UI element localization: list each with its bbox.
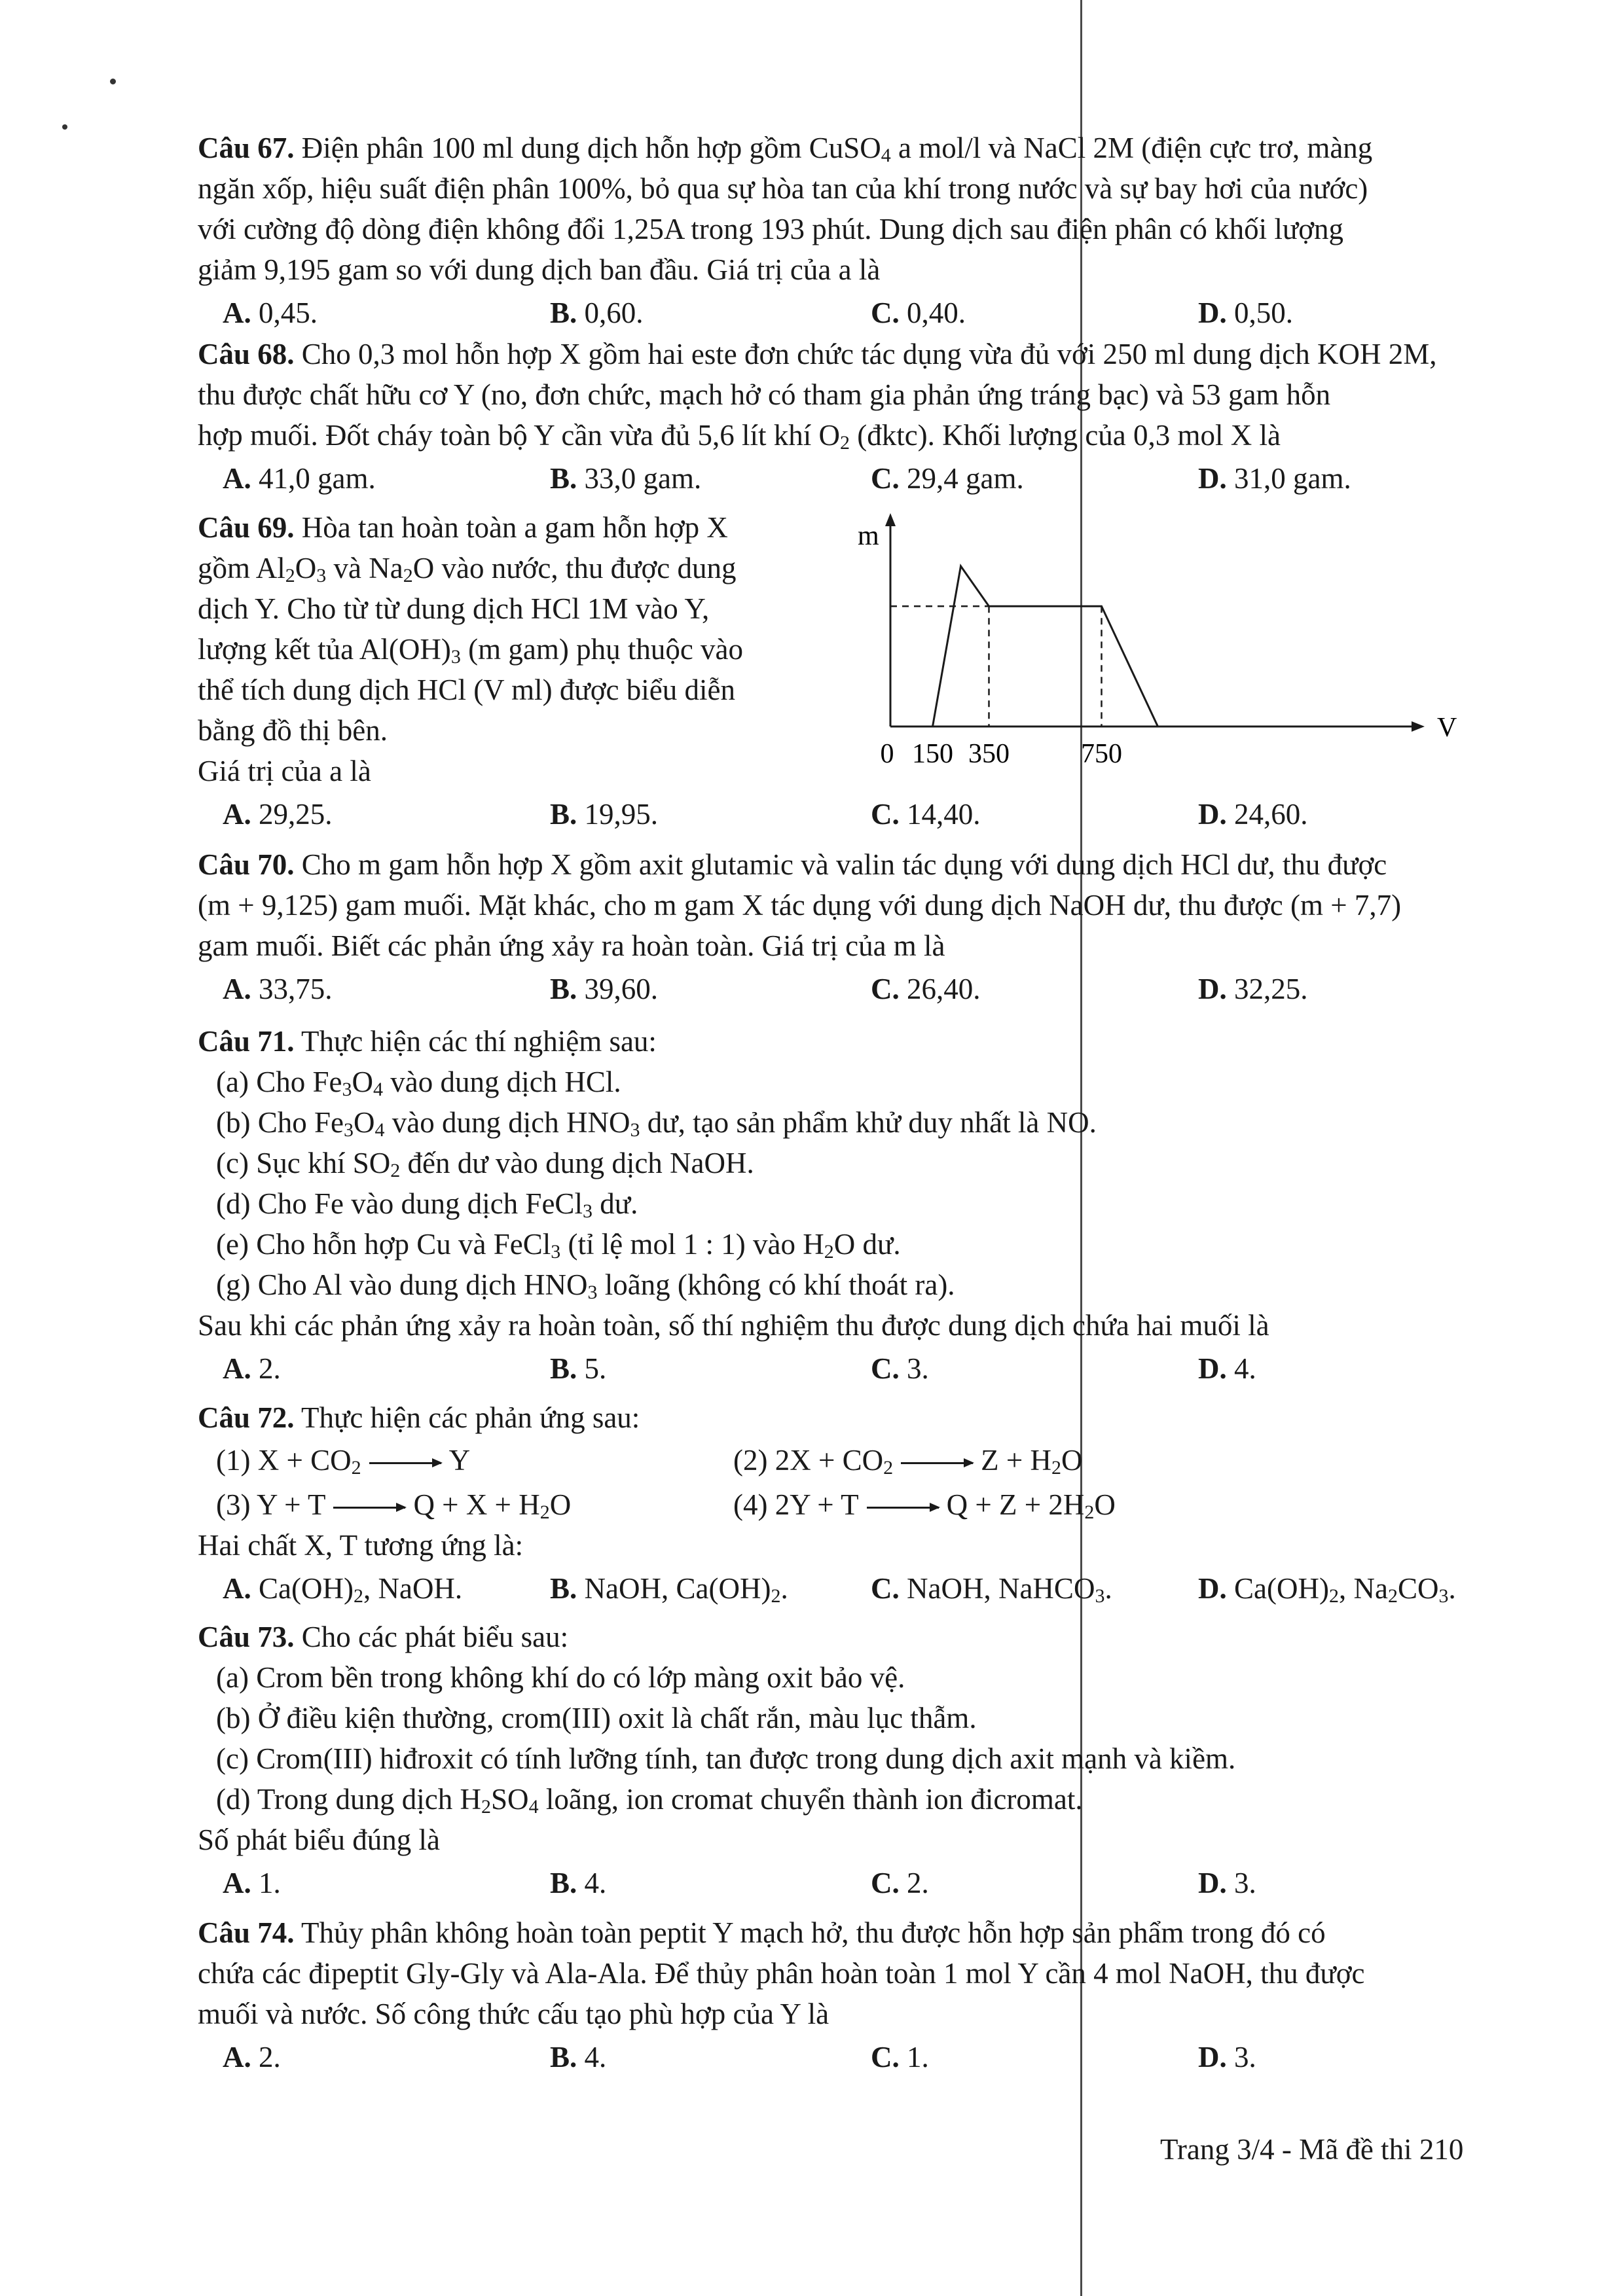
q72-reaction-3: (3) Y + T $Q + X + H_2O$ [216,1488,572,1523]
q73-option-c: C. 2. [871,1867,929,1899]
q69-line1: Câu 69. Hòa tan hoàn toàn a gam hỗn hợp X [198,511,728,544]
q70-line1: Câu 70. Cho m gam hỗn hợp X gồm axit glutamic và valin tác dụng với dung dịch HCl dư, thu được [198,848,1387,881]
q67-line3: với cường độ dòng điện không đổi 1,25A trong 193 phút. Dung dịch sau điện phân có khối lượng [198,213,1344,245]
y-axis-arrow-icon [885,513,896,526]
x-axis-label: V [1437,713,1457,743]
q72-reaction-2: (2) $2X + CO_2$ $Z + H_2O$ [733,1444,1083,1479]
q69-line6: bằng đồ thị bên. [198,714,388,747]
q68-option-b: B. 33,0 gam. [550,462,702,495]
q72-option-d: D. $Ca(OH)_2$, $Na_2CO_3$. [1198,1572,1456,1607]
q68-option-a: A. 41,0 gam. [223,462,376,495]
q67-line2: ngăn xốp, hiệu suất điện phân 100%, bỏ qua sự hòa tan của khí trong nước và sự bay hơi của nước) [198,172,1368,205]
q74-line2: chứa các đipeptit Gly-Gly và Ala-Ala. Để thủy phân hoàn toàn 1 mol Y cần 4 mol NaOH, thu được [198,1957,1365,1990]
q69-line4: lượng kết tủa $Al(OH)_3$ (m gam) phụ thuộc vào [198,633,744,668]
q69-option-c: C. 14,40. [871,798,981,831]
q69-line3: dịch Y. Cho từ từ dung dịch HCl 1M vào Y, [198,592,710,625]
q74-option-c: C. 1. [871,2041,929,2073]
arrow-icon [867,1507,939,1509]
series-line [933,566,1158,726]
q69-option-d: D. 24,60. [1198,798,1308,831]
q72-reaction-4: (4) 2Y + T $Q + Z + 2H_2O$ [733,1488,1116,1523]
q70-option-b: B. 39,60. [550,973,659,1005]
q73-item-d: (d) Trong dung dịch $H_2SO_4$ loãng, ion cromat chuyển thành ion đicromat. [216,1783,1083,1818]
q70-option-d: D. 32,25. [1198,973,1308,1005]
q74-option-d: D. 3. [1198,2041,1256,2073]
q73-item-b: (b) Ở điều kiện thường, crom(III) oxit là chất rắn, màu lục thẫm. [216,1702,977,1734]
q71-option-a: A. 2. [223,1352,281,1385]
q73-line0: Câu 73. Cho các phát biểu sau: [198,1621,569,1653]
q67-line4: giảm 9,195 gam so với dung dịch ban đầu. Giá trị của a là [198,253,881,286]
q67-option-c: C. 0,40. [871,296,966,329]
q67-option-d: D. 0,50. [1198,296,1293,329]
q71-question: Sau khi các phản ứng xảy ra hoàn toàn, số thí nghiệm thu được dung dịch chứa hai muối là [198,1309,1269,1342]
scan-speck [62,124,67,130]
q72-option-b: B. NaOH, $Ca(OH)_2$. [550,1572,788,1607]
x-tick-label-1: 150 [912,739,953,769]
q69-option-b: B. 19,95. [550,798,659,831]
q73-option-b: B. 4. [550,1867,607,1899]
scan-speck [110,79,116,84]
q74-option-b: B. 4. [550,2041,607,2073]
arrow-icon [901,1462,973,1464]
q70-option-a: A. 33,75. [223,973,333,1005]
q69-line2: gồm $Al_2O_3$ và $Na_2O$ vào nước, thu được dung [198,552,737,586]
arrow-icon [369,1462,441,1464]
q71-option-d: D. 4. [1198,1352,1256,1385]
q69-option-a: A. 29,25. [223,798,333,831]
q72-reaction-1: (1) $X + CO_2$ Y [216,1444,471,1479]
q71-item-e: (e) Cho hỗn hợp Cu và FeCl$_3$ (tỉ lệ mol 1 : 1) vào $H_2O$ dư. [216,1228,901,1263]
q74-option-a: A. 2. [223,2041,281,2073]
y-axis-label: m [858,521,879,551]
q73-item-a: (a) Crom bền trong không khí do có lớp màng oxit bảo vệ. [216,1661,905,1694]
q73-question: Số phát biểu đúng là [198,1823,440,1856]
q71-line0: Câu 71. Thực hiện các thí nghiệm sau: [198,1025,657,1058]
q67-line1: Câu 67. Điện phân 100 ml dung dịch hỗn hợp gồm CuSO$_4$ a mol/l và NaCl 2M (điện cực trơ, màng [198,132,1373,166]
x-tick-label-2: 350 [968,739,1010,769]
q68-option-d: D. 31,0 gam. [1198,462,1351,495]
q69-graph [851,511,1457,785]
q71-item-a: (a) Cho $Fe_3O_4$ vào dung dịch HCl. [216,1066,621,1100]
arrow-icon [333,1507,405,1509]
q74-line3: muối và nước. Số công thức cấu tạo phù hợp của Y là [198,1998,830,2030]
q72-option-c: C. NaOH, NaHCO$_3$. [871,1572,1112,1607]
q68-option-c: C. 29,4 gam. [871,462,1024,495]
q71-item-g: (g) Cho Al vào dung dịch $HNO_3$ loãng (không có khí thoát ra). [216,1268,955,1303]
q67-option-a: A. 0,45. [223,296,318,329]
x-axis-arrow-icon [1412,721,1425,732]
q73-option-d: D. 3. [1198,1867,1256,1899]
q72-line0: Câu 72. Thực hiện các phản ứng sau: [198,1401,640,1434]
q68-line3: hợp muối. Đốt cháy toàn bộ Y cần vừa đủ 5,6 lít khí $O_2$ (đktc). Khối lượng của 0,3 mol X là [198,419,1281,454]
x-tick-label-3: 750 [1081,739,1122,769]
q71-option-b: B. 5. [550,1352,607,1385]
q71-item-c: (c) Sục khí $SO_2$ đến dư vào dung dịch NaOH. [216,1147,754,1181]
q74-line1: Câu 74. Thủy phân không hoàn toàn peptit Y mạch hở, thu được hỗn hợp sản phẩm trong đó có [198,1916,1326,1949]
q69-line5: thể tích dung dịch HCl (V ml) được biểu diễn [198,673,735,706]
q72-option-a: A. $Ca(OH)_2$, NaOH. [223,1572,463,1607]
q71-item-b: (b) Cho $Fe_3O_4$ vào dung dịch $HNO_3$ dư, tạo sản phẩm khử duy nhất là NO. [216,1106,1097,1141]
page-footer: Trang 3/4 - Mã đề thi 210 [1160,2133,1464,2166]
q70-line3: gam muối. Biết các phản ứng xảy ra hoàn toàn. Giá trị của m là [198,929,945,962]
q67-option-b: B. 0,60. [550,296,644,329]
q68-line2: thu được chất hữu cơ Y (no, đơn chức, mạch hở có tham gia phản ứng tráng bạc) và 53 gam hỗn [198,378,1331,411]
q73-item-c: (c) Crom(III) hiđroxit có tính lưỡng tính, tan được trong dung dịch axit mạnh và kiềm. [216,1742,1236,1775]
q71-option-c: C. 3. [871,1352,929,1385]
x-tick-label-0: 0 [880,739,894,769]
q68-line1: Câu 68. Cho 0,3 mol hỗn hợp X gồm hai este đơn chức tác dụng vừa đủ với 250 ml dung dịch KOH 2M, [198,338,1437,370]
q70-option-c: C. 26,40. [871,973,981,1005]
q72-question: Hai chất X, T tương ứng là: [198,1529,524,1562]
q71-item-d: (d) Cho Fe vào dung dịch FeCl$_3$ dư. [216,1187,638,1222]
q70-line2: (m + 9,125) gam muối. Mặt khác, cho m gam X tác dụng với dung dịch NaOH dư, thu được (m + 7,7) [198,889,1402,922]
q73-option-a: A. 1. [223,1867,281,1899]
q69-line7: Giá trị của a là [198,755,371,787]
